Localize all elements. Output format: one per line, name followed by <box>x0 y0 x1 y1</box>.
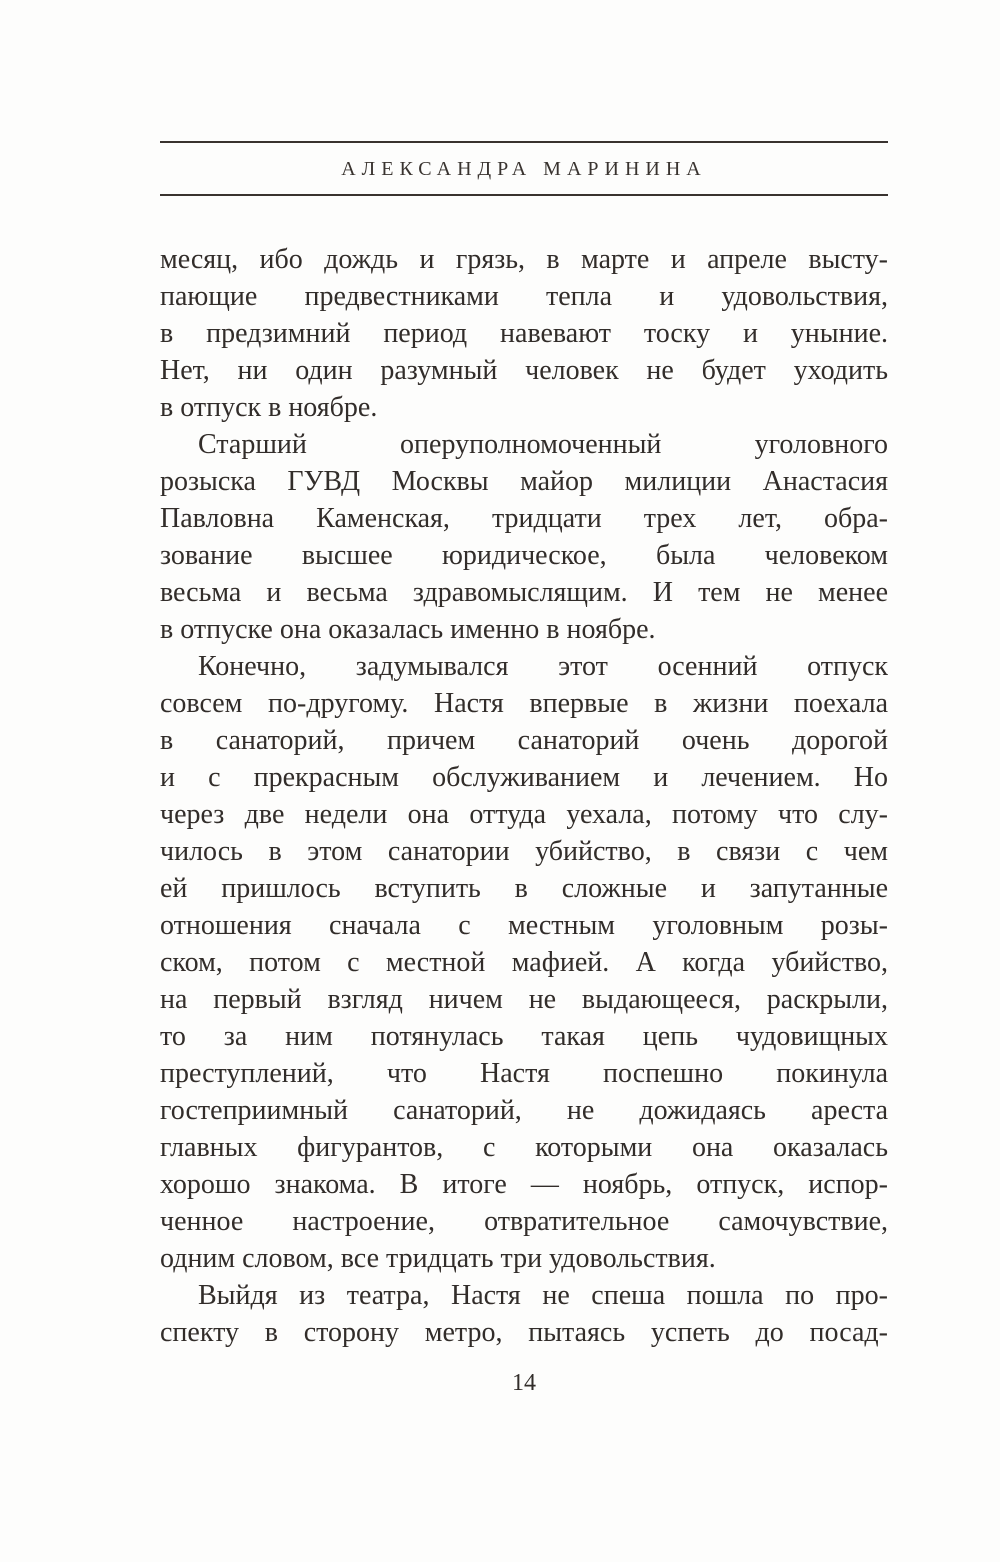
text-line: ченное настроение, отвратительное самочувствие, <box>160 1206 888 1237</box>
page-footer <box>160 1370 888 1397</box>
text-line: в предзимний период навевают тоску и уныние. <box>160 318 888 349</box>
text-line: через две недели она оттуда уехала, потому что слу- <box>160 799 888 830</box>
running-header-author: АЛЕКСАНДРА МАРИНИНА <box>341 158 707 180</box>
text-line: совсем по-другому. Настя впервые в жизни поехала <box>160 688 888 719</box>
text-line: зование высшее юридическое, была человеком <box>160 540 888 571</box>
paragraph <box>160 648 888 1277</box>
text-line: отношения сначала с местным уголовным розы- <box>160 910 888 941</box>
text-line: в отпуск в ноябре. <box>160 392 378 423</box>
page-number: 14 <box>512 1370 536 1396</box>
text-line: чилось в этом санатории убийство, в связи с чем <box>160 836 888 867</box>
text-line: главных фигурантов, с которыми она оказалась <box>160 1132 888 1163</box>
text-line: пающие предвестниками тепла и удовольствия, <box>160 281 888 312</box>
text-line: и с прекрасным обслуживанием и лечением. Но <box>160 762 888 793</box>
text-line: месяц, ибо дождь и грязь, в марте и апреле высту- <box>160 244 888 275</box>
paragraph <box>160 426 888 648</box>
text-line: Выйдя из театра, Настя не спеша пошла по про- <box>198 1280 888 1311</box>
paragraph <box>160 1277 888 1351</box>
text-line: одним словом, все тридцать три удовольствия. <box>160 1243 716 1274</box>
text-line: ском, потом с местной мафией. А когда убийство, <box>160 947 888 978</box>
text-line: хорошо знакома. В итоге — ноябрь, отпуск, испор- <box>160 1169 888 1200</box>
text-line: гостеприимный санаторий, не дожидаясь ареста <box>160 1095 888 1126</box>
text-line: в отпуске она оказалась именно в ноябре. <box>160 614 656 645</box>
text-line: Конечно, задумывался этот осенний отпуск <box>198 651 888 682</box>
text-line: розыска ГУВД Москвы майор милиции Анастасия <box>160 466 888 497</box>
text-line: то за ним потянулась такая цепь чудовищных <box>160 1021 888 1052</box>
text-line: преступлений, что Настя поспешно покинула <box>160 1058 888 1089</box>
header-rule-bottom <box>160 194 888 196</box>
text-line: в санаторий, причем санаторий очень дорогой <box>160 725 888 756</box>
text-line: весьма и весьма здравомыслящим. И тем не менее <box>160 577 888 608</box>
text-line: Павловна Каменская, тридцати трех лет, обра- <box>160 503 888 534</box>
text-line: Старший оперуполномоченный уголовного <box>198 429 888 460</box>
text-line: ей пришлось вступить в сложные и запутанные <box>160 873 888 904</box>
text-line: спекту в сторону метро, пытаясь успеть до посад- <box>160 1317 888 1348</box>
page-content <box>160 141 888 1351</box>
text-line: на первый взгляд ничем не выдающееся, раскрыли, <box>160 984 888 1015</box>
paragraph <box>160 241 888 426</box>
text-line: Нет, ни один разумный человек не будет уходить <box>160 355 888 386</box>
body-text <box>160 241 888 1351</box>
